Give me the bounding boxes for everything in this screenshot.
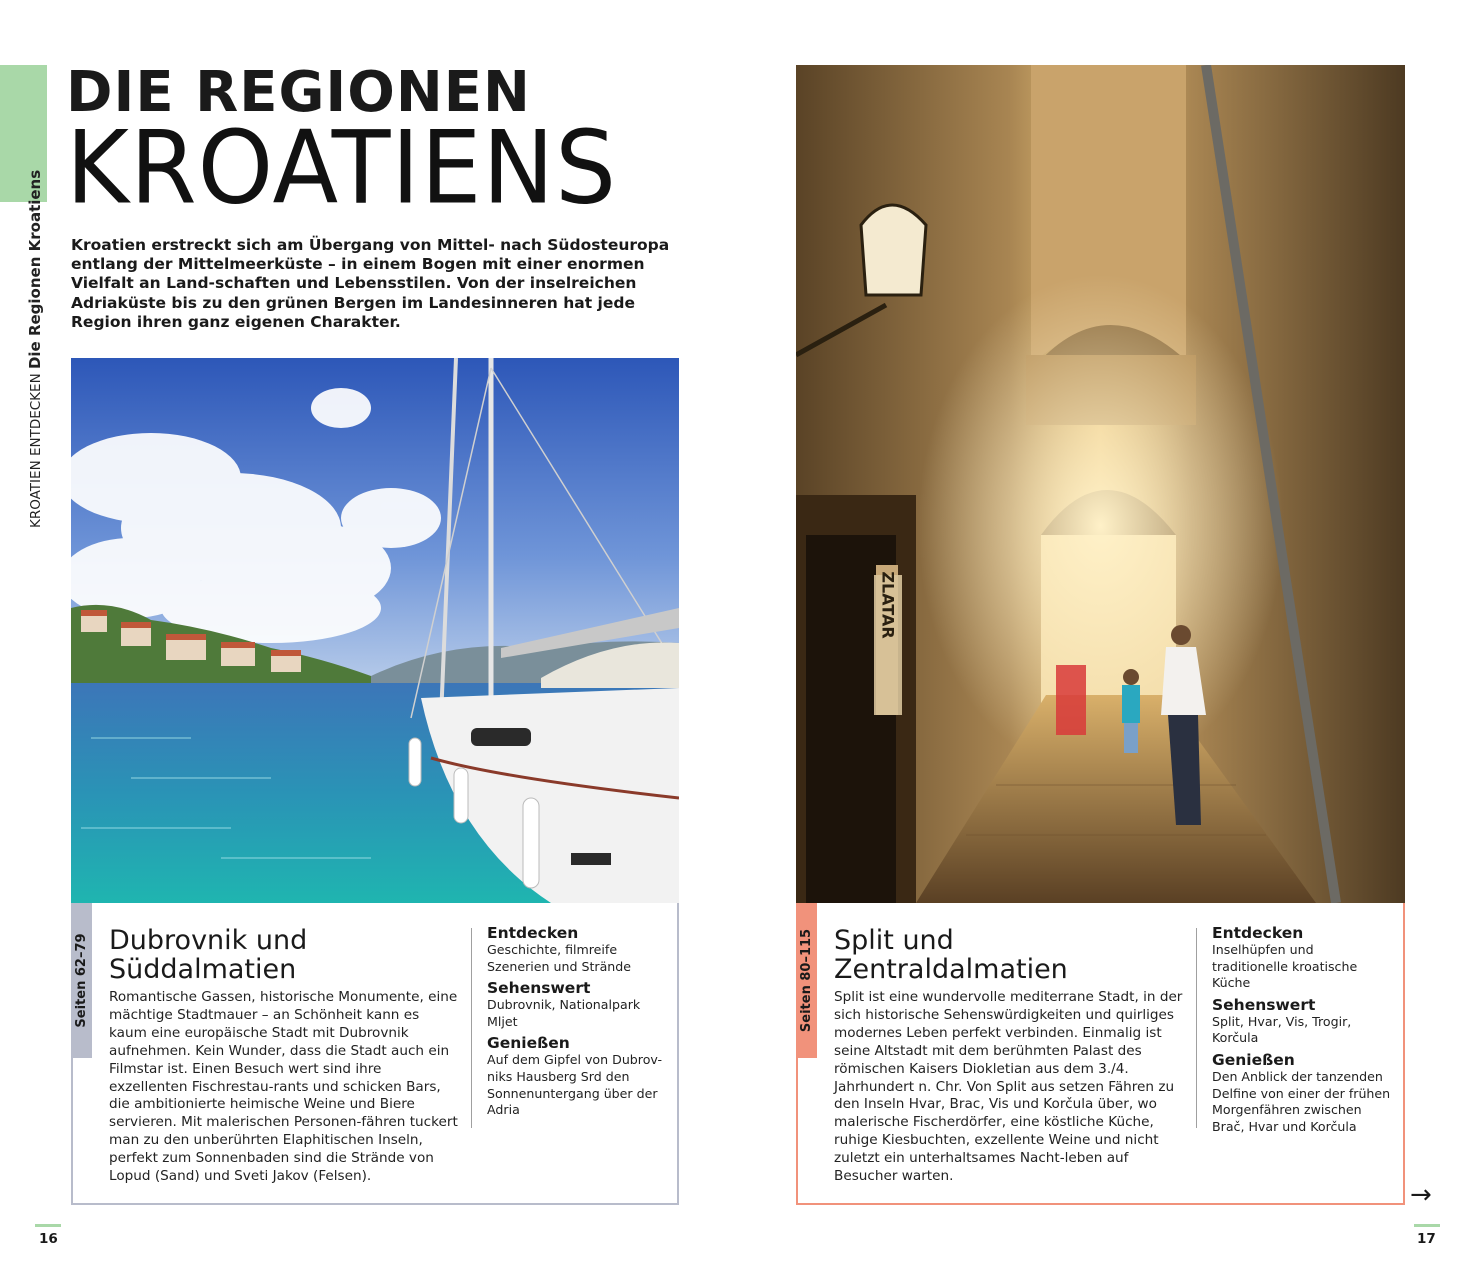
- region-pages-split: Seiten 80–115: [799, 928, 814, 1033]
- fact-label-geniessen: Genießen: [487, 1034, 570, 1053]
- region-facts-split: [1212, 920, 1392, 1135]
- region-facts-dubrovnik: [487, 920, 667, 1119]
- page-title-line1: DIE REGIONEN: [66, 60, 531, 125]
- region-title-dubrovnik-line1: Dubrovnik und: [109, 925, 308, 956]
- alley-illustration: [796, 65, 1405, 903]
- fact-value-sehenswert: Dubrovnik, Nationalpark Mljet: [487, 997, 641, 1029]
- column-divider: [1196, 928, 1197, 1128]
- fact-label-sehenswert: Sehenswert: [1212, 995, 1316, 1014]
- region-title-split-line2: Zentraldalmatien: [834, 954, 1068, 985]
- region-title-split-line1: Split und: [834, 925, 954, 956]
- page-number-rule: [35, 1224, 61, 1227]
- fact-value-geniessen: Den Anblick der tanzenden Delfine von einer der frühen Morgenfähren zwischen Brač, Hvar und Korčula: [1212, 1068, 1391, 1134]
- page-title-line2: [66, 109, 618, 227]
- photo-sailboat-harbour: [71, 358, 679, 903]
- fact-label-geniessen: Genießen: [1212, 1050, 1295, 1069]
- fact-label-sehenswert: Sehenswert: [487, 979, 591, 998]
- page-number-rule: [1414, 1224, 1440, 1227]
- region-title-dubrovnik-line2: Süddalmatien: [109, 954, 297, 985]
- fact-value-geniessen: Auf dem Gipfel von Dubrov-niks Hausberg Srd den Sonnenuntergang über der Adria: [487, 1052, 663, 1118]
- sailboat-illustration: [71, 358, 679, 903]
- intro-paragraph: Kroatien erstreckt sich am Übergang von Mittel- nach Südosteuropa entlang der Mittelmeerküste – in einem Bogen mit einer enormen Vielfalt an Land-schaften und Lebensstilen. Von der inselreichen Adriaküste bis zu den grünen Bergen im Landesinneren hat jede Region ihren ganz eigenen Charakter.: [71, 236, 670, 331]
- photo-old-town-alley: [796, 65, 1405, 903]
- page-number-left: 16: [39, 1231, 58, 1247]
- region-title-split: [834, 926, 1068, 984]
- fact-label-entdecken: Entdecken: [1212, 924, 1304, 942]
- page-number-right: 17: [1417, 1231, 1436, 1247]
- fact-value-entdecken: Geschichte, filmreife Szenerien und Strände: [487, 942, 632, 974]
- region-title-dubrovnik: [109, 926, 307, 984]
- page-title-line2-text: KROATIENS: [66, 109, 618, 227]
- fact-value-entdecken: Inselhüpfen und traditionelle kroatische Küche: [1212, 942, 1358, 991]
- running-head: [22, 169, 48, 528]
- region-pages-dubrovnik: Seiten 62–79: [74, 933, 89, 1028]
- running-head-title: Die Regionen Kroatiens: [26, 169, 44, 370]
- region-text-split: Split ist eine wundervolle mediterrane Stadt, in der sich historische Sehenswürdigkeiten und quirliges modernes Leben perfekt verbinden. Einmalig ist seine Altstadt mit dem berühmten Palast des römischen Kaisers Diokletian aus dem 3./4. Jahrhundert n. Chr. Von Split aus setzen Fähren zu den Inseln Hvar, Brac, Vis und Korčula über, wo malerische Fischerdörfer, eine köstliche Küche, ruhige Kiesbuchten, exzellente Weine und nicht zuletzt ein unterhaltsames Nacht-leben auf Besucher warten.: [834, 989, 1183, 1185]
- region-text-dubrovnik: Romantische Gassen, historische Monumente, eine mächtige Stadtmauer – an Schönheit kann es kaum eine europäische Stadt mit Dubrovnik aufnehmen. Kein Wunder, dass die Stadt auch ein Filmstar ist. Einen Besuch wert sind ihre exzellenten Fischrestau-rants und schicken Bars, die ambitionierte heimische Weine und Biere servieren. Mit malerischen Personen-fähren tuckert man zu den unberührten Elaphitischen Inseln, perfekt zum Sonnenbaden sind die Strände von Lopud (Sand) und Sveti Jakov (Felsen).: [109, 989, 458, 1185]
- running-head-prefix: KROATIEN ENTDECKEN: [28, 373, 44, 528]
- next-page-arrow-icon[interactable]: →: [1410, 1180, 1432, 1210]
- column-divider: [471, 928, 472, 1128]
- shop-sign-text: ZLATAR: [878, 571, 898, 639]
- fact-value-sehenswert: Split, Hvar, Vis, Trogir, Korčula: [1212, 1013, 1352, 1046]
- fact-label-entdecken: Entdecken: [487, 924, 579, 942]
